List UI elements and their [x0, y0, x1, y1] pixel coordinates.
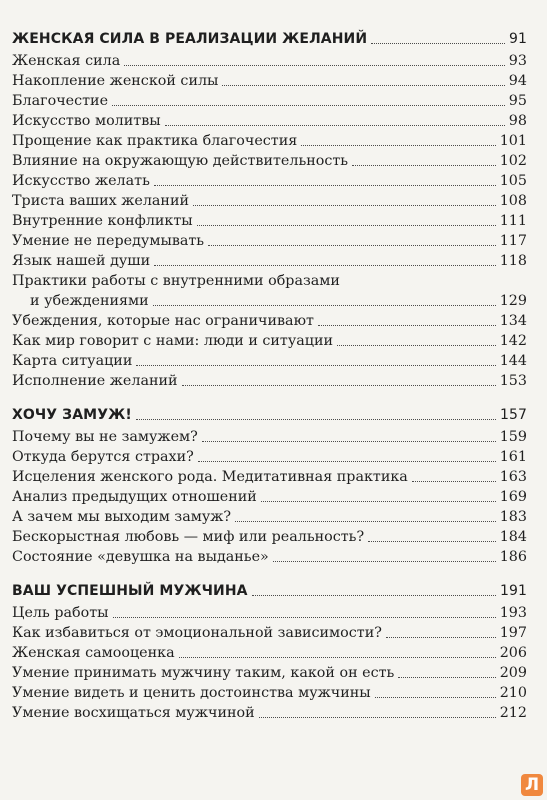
toc-entry: [12, 71, 527, 91]
entry-title: Умение видеть и ценить достоинства мужчины: [12, 685, 371, 701]
table-of-contents: [12, 29, 527, 737]
page-number: 161: [499, 449, 527, 465]
page-number: 183: [499, 509, 527, 525]
toc-section-3: [12, 581, 527, 723]
dot-leader: [136, 419, 496, 420]
dot-leader: [386, 637, 496, 638]
dot-leader: [113, 617, 496, 618]
entry-title: Женская самооценка: [12, 645, 175, 661]
dot-leader: [154, 185, 496, 186]
dot-leader: [193, 205, 496, 206]
entry-title: Исполнение желаний: [12, 373, 178, 389]
page-number: 157: [499, 407, 527, 423]
toc-entry: [12, 467, 527, 487]
entry-continuation-row: и убеждениями 129: [30, 293, 527, 309]
toc-entry: [12, 507, 527, 527]
entry-title: Искусство молитвы: [12, 113, 161, 129]
dot-leader: [301, 145, 495, 146]
dot-leader: [112, 105, 505, 106]
toc-entry: [12, 231, 527, 251]
toc-heading: [12, 581, 527, 601]
page-number: 184: [499, 529, 527, 545]
entry-title: А зачем мы выходим замуж?: [12, 509, 232, 525]
page-number: 95: [508, 93, 527, 109]
toc-heading: [12, 29, 527, 49]
entry-title: Как избавиться от эмоциональной зависимости?: [12, 625, 382, 641]
toc-entry: [12, 547, 527, 567]
toc-entry: [12, 643, 527, 663]
entry-title: Прощение как практика благочестия: [12, 133, 298, 149]
dot-leader: [179, 657, 496, 658]
toc-entry: [12, 51, 527, 71]
toc-entry: [12, 487, 527, 507]
toc-entry: [12, 663, 527, 683]
toc-entry: [12, 91, 527, 111]
entry-title: Как мир говорит с нами: люди и ситуации: [12, 333, 334, 349]
dot-leader: [412, 481, 496, 482]
toc-entry: [12, 111, 527, 131]
toc-entry: [12, 351, 527, 371]
page-number: 186: [499, 549, 527, 565]
page-number: 102: [499, 153, 527, 169]
entry-title: Искусство желать: [12, 173, 150, 189]
toc-entry: [12, 623, 527, 643]
toc-entry: [12, 527, 527, 547]
page-number: 93: [508, 53, 527, 69]
dot-leader: [235, 521, 496, 522]
toc-entry: [12, 427, 527, 447]
dot-leader: [375, 697, 496, 698]
toc-entry: [12, 683, 527, 703]
page-number: 111: [499, 213, 527, 229]
toc-entry: [12, 251, 527, 271]
page-number: 118: [499, 253, 527, 269]
entry-title: Бескорыстная любовь — миф или реальность?: [12, 529, 365, 545]
dot-leader: [318, 325, 496, 326]
dot-leader: [198, 461, 496, 462]
entry-title: Практики работы с внутренними образами: [12, 273, 340, 289]
page-number: 153: [499, 373, 527, 389]
entry-title: Карта ситуации: [12, 353, 133, 369]
dot-leader: [259, 717, 496, 718]
entry-title: Влияние на окружающую действительность: [12, 153, 349, 169]
entry-title: Умение восхищаться мужчиной: [12, 705, 255, 721]
dot-leader: [252, 595, 496, 596]
heading-title: ЖЕНСКАЯ СИЛА В РЕАЛИЗАЦИИ ЖЕЛАНИЙ: [12, 31, 368, 47]
entry-title: Почему вы не замужем?: [12, 429, 198, 445]
dot-leader: [197, 225, 496, 226]
page-number: 98: [508, 113, 527, 129]
entry-title: Женская сила: [12, 53, 121, 69]
page-number: 108: [499, 193, 527, 209]
entry-title: Язык нашей души: [12, 253, 151, 269]
page-number: 134: [499, 313, 527, 329]
page-number: 94: [508, 73, 527, 89]
page-number: 129: [499, 293, 527, 309]
entry-title: Цель работы: [12, 605, 109, 621]
dot-leader: [208, 245, 496, 246]
dot-leader: [222, 85, 504, 86]
dot-leader: [202, 441, 496, 442]
dot-leader: [124, 65, 505, 66]
page-number: 210: [499, 685, 527, 701]
dot-leader: [371, 43, 505, 44]
toc-entry: [12, 703, 527, 723]
entry-title: Триста ваших желаний: [12, 193, 190, 209]
entry-title: Накопление женской силы: [12, 73, 219, 89]
toc-entry: [12, 171, 527, 191]
dot-leader: [273, 561, 496, 562]
toc-entry: [12, 371, 527, 391]
toc-entry: [12, 447, 527, 467]
dot-leader: [398, 677, 495, 678]
entry-title: Анализ предыдущих отношений: [12, 489, 257, 505]
page-number: 117: [499, 233, 527, 249]
dot-leader: [368, 541, 496, 542]
entry-title: Благочестие: [12, 93, 109, 109]
entry-title: Внутренние конфликты: [12, 213, 193, 229]
dot-leader: [165, 125, 505, 126]
page-number: 163: [499, 469, 527, 485]
page-number: 144: [499, 353, 527, 369]
toc-entry: [12, 191, 527, 211]
page-number: 206: [499, 645, 527, 661]
entry-title: Состояние «девушка на выданье»: [12, 549, 269, 565]
page-number: 197: [499, 625, 527, 641]
page-number: 212: [499, 705, 527, 721]
toc-entry: [12, 131, 527, 151]
entry-title: Убеждения, которые нас ограничивают: [12, 313, 314, 329]
page-number: 159: [499, 429, 527, 445]
entry-title: Исцеления женского рода. Медитативная практика: [12, 469, 408, 485]
page-number: 169: [499, 489, 527, 505]
toc-entry: [12, 331, 527, 351]
heading-title: ВАШ УСПЕШНЫЙ МУЖЧИНА: [12, 583, 248, 599]
toc-section-2: [12, 405, 527, 567]
toc-entry-multiline: [12, 271, 527, 311]
labirint-logo-icon: Л: [521, 774, 543, 796]
dot-leader: [136, 365, 495, 366]
toc-entry: [12, 311, 527, 331]
page-number: 142: [499, 333, 527, 349]
toc-heading: [12, 405, 527, 425]
page-number: 101: [499, 133, 527, 149]
page-number: 105: [499, 173, 527, 189]
page-number: 193: [499, 605, 527, 621]
page-number: 191: [499, 583, 527, 599]
dot-leader: [182, 385, 496, 386]
dot-leader: [337, 345, 496, 346]
page-number: 209: [499, 665, 527, 681]
toc-entry: [12, 603, 527, 623]
dot-leader: [153, 305, 496, 306]
dot-leader: [154, 265, 496, 266]
toc-entry: [12, 151, 527, 171]
entry-title: Откуда берутся страхи?: [12, 449, 194, 465]
heading-title: ХОЧУ ЗАМУЖ!: [12, 407, 132, 423]
dot-leader: [261, 501, 496, 502]
page-number: 91: [508, 31, 527, 47]
toc-entry: [12, 211, 527, 231]
entry-title: Умение не передумывать: [12, 233, 205, 249]
dot-leader: [352, 165, 496, 166]
toc-section-1: [12, 29, 527, 391]
entry-title: Умение принимать мужчину таким, какой он есть: [12, 665, 395, 681]
